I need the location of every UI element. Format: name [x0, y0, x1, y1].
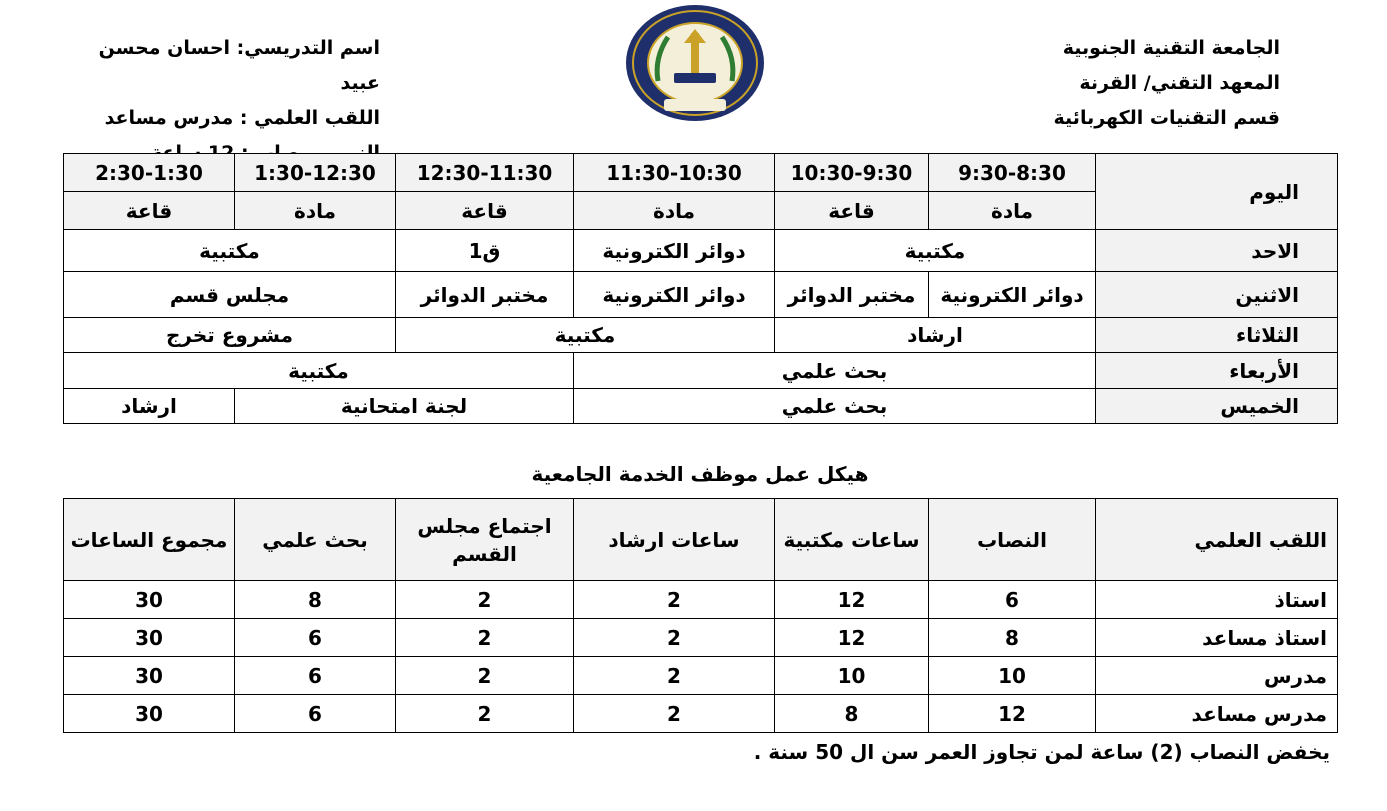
column-header: اللقب العلمي — [1096, 499, 1338, 581]
table-cell: 8 — [775, 695, 929, 733]
time-slot: 9:30-8:30 — [929, 154, 1096, 192]
table-cell: 2 — [574, 581, 775, 619]
schedule-cell: دوائر الكترونية — [574, 230, 775, 272]
table-cell: مدرس مساعد — [1096, 695, 1338, 733]
institute-name: المعهد التقني/ القرنة — [1079, 72, 1280, 94]
schedule-cell: لجنة امتحانية — [235, 389, 574, 424]
sub-header: قاعة — [64, 192, 235, 230]
table-cell: 2 — [574, 657, 775, 695]
schedule-cell: مجلس قسم — [64, 272, 396, 318]
table-cell: 2 — [574, 695, 775, 733]
time-slot: 12:30-11:30 — [396, 154, 574, 192]
day-name: الثلاثاء — [1096, 318, 1338, 353]
schedule-row-sunday — [64, 230, 1338, 272]
table-cell: 30 — [64, 581, 235, 619]
teacher-title: اللقب العلمي : مدرس مساعد — [104, 107, 380, 129]
schedule-cell: مكتبية — [775, 230, 1096, 272]
table-cell: مدرس — [1096, 657, 1338, 695]
column-header: بحث علمي — [235, 499, 396, 581]
schedule-cell: مختبر الدوائر — [775, 272, 929, 318]
table-cell: 2 — [396, 695, 574, 733]
table-cell: 12 — [929, 695, 1096, 733]
table-row — [64, 695, 1338, 733]
schedule-cell: بحث علمي — [574, 389, 1096, 424]
time-slot: 1:30-12:30 — [235, 154, 396, 192]
table-cell: 2 — [396, 619, 574, 657]
schedule-cell: دوائر الكترونية — [929, 272, 1096, 318]
schedule-cell: مشروع تخرج — [64, 318, 396, 353]
schedule-cell: ارشاد — [775, 318, 1096, 353]
time-slot: 11:30-10:30 — [574, 154, 775, 192]
table-cell: 30 — [64, 657, 235, 695]
table-row — [64, 581, 1338, 619]
column-header: مجموع الساعات — [64, 499, 235, 581]
table-cell: 6 — [235, 695, 396, 733]
day-name: الاحد — [1096, 230, 1338, 272]
schedule-row-tuesday — [64, 318, 1338, 353]
day-name: الأربعاء — [1096, 353, 1338, 389]
table-cell: 2 — [396, 657, 574, 695]
table-cell: 2 — [396, 581, 574, 619]
schedule-row-monday — [64, 272, 1338, 318]
table-cell: استاذ — [1096, 581, 1338, 619]
sub-header: قاعة — [775, 192, 929, 230]
column-header: ساعات ارشاد — [574, 499, 775, 581]
table-cell: 8 — [929, 619, 1096, 657]
schedule-row-thursday — [64, 389, 1338, 424]
table-cell: 6 — [235, 619, 396, 657]
table-cell: 10 — [775, 657, 929, 695]
time-slot: 10:30-9:30 — [775, 154, 929, 192]
schedule-cell: بحث علمي — [574, 353, 1096, 389]
footnote: يخفض النصاب (2) ساعة لمن تجاوز العمر سن ال 50 سنة . — [753, 740, 1330, 764]
time-slot: 2:30-1:30 — [64, 154, 235, 192]
schedule-cell: مكتبية — [64, 230, 396, 272]
table-cell: 10 — [929, 657, 1096, 695]
table-cell: 2 — [574, 619, 775, 657]
table-cell: 8 — [235, 581, 396, 619]
work-structure-table — [63, 498, 1338, 733]
schedule-cell: ارشاد — [64, 389, 235, 424]
day-name: الاثنين — [1096, 272, 1338, 318]
table-cell: 12 — [775, 581, 929, 619]
table-cell: 6 — [929, 581, 1096, 619]
day-header: اليوم — [1096, 154, 1338, 230]
sub-header: مادة — [574, 192, 775, 230]
time-header-row — [64, 154, 1338, 192]
structure-title: هيكل عمل موظف الخدمة الجامعية — [531, 462, 869, 486]
schedule-cell: مكتبية — [64, 353, 574, 389]
table-cell: استاذ مساعد — [1096, 619, 1338, 657]
column-header: اجتماع مجلس القسم — [396, 499, 574, 581]
university-name: الجامعة التقنية الجنوبية — [1062, 37, 1280, 59]
table-row — [64, 619, 1338, 657]
university-seal-logo — [624, 3, 766, 123]
schedule-cell: مختبر الدوائر — [396, 272, 574, 318]
weekly-schedule-table — [63, 153, 1338, 424]
schedule-cell: دوائر الكترونية — [574, 272, 775, 318]
table-cell: 30 — [64, 619, 235, 657]
schedule-cell: مكتبية — [396, 318, 775, 353]
teacher-info — [60, 31, 380, 171]
sub-header: مادة — [235, 192, 396, 230]
table-cell: 30 — [64, 695, 235, 733]
table-cell: 6 — [235, 657, 396, 695]
schedule-row-wednesday — [64, 353, 1338, 389]
table-row — [64, 657, 1338, 695]
institution-header — [1040, 31, 1280, 136]
teacher-name: اسم التدريسي: احسان محسن عبيد — [98, 37, 380, 94]
schedule-cell: ق1 — [396, 230, 574, 272]
day-name: الخميس — [1096, 389, 1338, 424]
sub-header: قاعة — [396, 192, 574, 230]
column-header: النصاب — [929, 499, 1096, 581]
sub-header: مادة — [929, 192, 1096, 230]
column-header: ساعات مكتبية — [775, 499, 929, 581]
department-name: قسم التقنيات الكهربائية — [1053, 107, 1280, 129]
table-cell: 12 — [775, 619, 929, 657]
structure-header-row — [64, 499, 1338, 581]
